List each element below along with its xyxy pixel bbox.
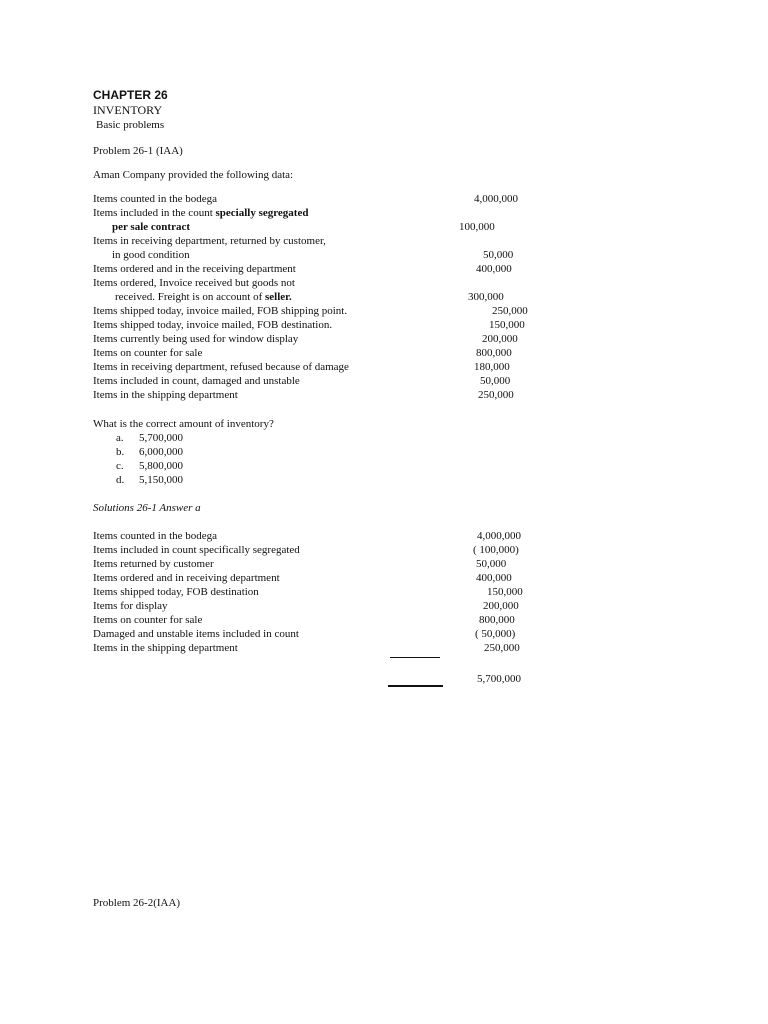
problem-title: Problem 26-1 (IAA) bbox=[93, 145, 183, 157]
choice-letter: a. bbox=[116, 432, 124, 444]
problem-item-label: Items in receiving department, returned by customer, bbox=[93, 235, 326, 247]
solution-item-amount: 50,000 bbox=[476, 558, 507, 570]
solution-item-label: Items for display bbox=[93, 600, 168, 612]
problem-item-label: Items included in the count specially segregated bbox=[93, 207, 309, 219]
problem-item-label: Items ordered, Invoice received but goods not bbox=[93, 277, 295, 289]
problem-item-amount: 50,000 bbox=[483, 249, 514, 261]
solution-item-label: Items ordered and in receiving department bbox=[93, 572, 280, 584]
chapter-heading: CHAPTER 26 bbox=[93, 88, 168, 102]
problem-item-label: Items included in count, damaged and unstable bbox=[93, 375, 300, 387]
solution-total: 5,700,000 bbox=[477, 673, 521, 685]
choice-value: 5,800,000 bbox=[139, 460, 183, 472]
solution-item-amount: ( 50,000) bbox=[475, 628, 516, 640]
problem-item-amount: 100,000 bbox=[459, 221, 495, 233]
problem-item-amount: 4,000,000 bbox=[474, 193, 518, 205]
problem-item-label: Items in the shipping department bbox=[93, 389, 238, 401]
solution-item-label: Items in the shipping department bbox=[93, 642, 238, 654]
choice-letter: c. bbox=[116, 460, 124, 472]
topic-heading: INVENTORY bbox=[93, 103, 163, 117]
solution-item-label: Items on counter for sale bbox=[93, 614, 203, 626]
problem-item-amount: 300,000 bbox=[468, 291, 504, 303]
choice-value: 5,700,000 bbox=[139, 432, 183, 444]
solution-item-amount: 400,000 bbox=[476, 572, 512, 584]
question-text: What is the correct amount of inventory? bbox=[93, 418, 274, 430]
choice-value: 5,150,000 bbox=[139, 474, 183, 486]
solution-title: Solutions 26-1 Answer a bbox=[93, 502, 201, 514]
problem-item-label: Items shipped today, invoice mailed, FOB shipping point. bbox=[93, 305, 348, 317]
problem-item-label: Items ordered and in the receiving department bbox=[93, 263, 296, 275]
problem-item-amount: 50,000 bbox=[480, 375, 511, 387]
solution-item-amount: 800,000 bbox=[479, 614, 515, 626]
problem-item-amount: 800,000 bbox=[476, 347, 512, 359]
problem-item-label: per sale contract bbox=[112, 221, 190, 233]
subtopic-heading: Basic problems bbox=[96, 119, 165, 131]
problem-item-label: Items on counter for sale bbox=[93, 347, 203, 359]
choice-value: 6,000,000 bbox=[139, 446, 183, 458]
solution-item-amount: 200,000 bbox=[483, 600, 519, 612]
subtotal-rule bbox=[390, 657, 440, 658]
problem-intro: Aman Company provided the following data: bbox=[93, 169, 294, 181]
choice-letter: d. bbox=[116, 474, 125, 486]
problem-item-amount: 250,000 bbox=[478, 389, 514, 401]
problem-item-label: Items in receiving department, refused because of damage bbox=[93, 361, 349, 373]
solution-item-label: Damaged and unstable items included in count bbox=[93, 628, 299, 640]
solution-item-amount: 250,000 bbox=[484, 642, 520, 654]
solution-item-label: Items included in count specifically segregated bbox=[93, 544, 300, 556]
solution-item-label: Items returned by customer bbox=[93, 558, 214, 570]
solution-item-amount: 4,000,000 bbox=[477, 530, 521, 542]
problem-item-amount: 150,000 bbox=[489, 319, 525, 331]
problem-item-amount: 200,000 bbox=[482, 333, 518, 345]
problem-item-label: Items shipped today, invoice mailed, FOB destination. bbox=[93, 319, 333, 331]
solution-item-amount: 150,000 bbox=[487, 586, 523, 598]
next-problem-title: Problem 26-2(IAA) bbox=[93, 897, 181, 909]
solution-item-label: Items shipped today, FOB destination bbox=[93, 586, 259, 598]
choice-letter: b. bbox=[116, 446, 125, 458]
total-rule bbox=[388, 685, 443, 687]
problem-item-label: Items currently being used for window display bbox=[93, 333, 299, 345]
problem-item-amount: 400,000 bbox=[476, 263, 512, 275]
solution-item-label: Items counted in the bodega bbox=[93, 530, 218, 542]
problem-item-label: received. Freight is on account of seller. bbox=[115, 291, 292, 303]
solution-item-amount: ( 100,000) bbox=[473, 544, 519, 556]
problem-item-label: in good condition bbox=[112, 249, 190, 261]
problem-item-label: Items counted in the bodega bbox=[93, 193, 218, 205]
problem-item-amount: 250,000 bbox=[492, 305, 528, 317]
problem-item-amount: 180,000 bbox=[474, 361, 510, 373]
